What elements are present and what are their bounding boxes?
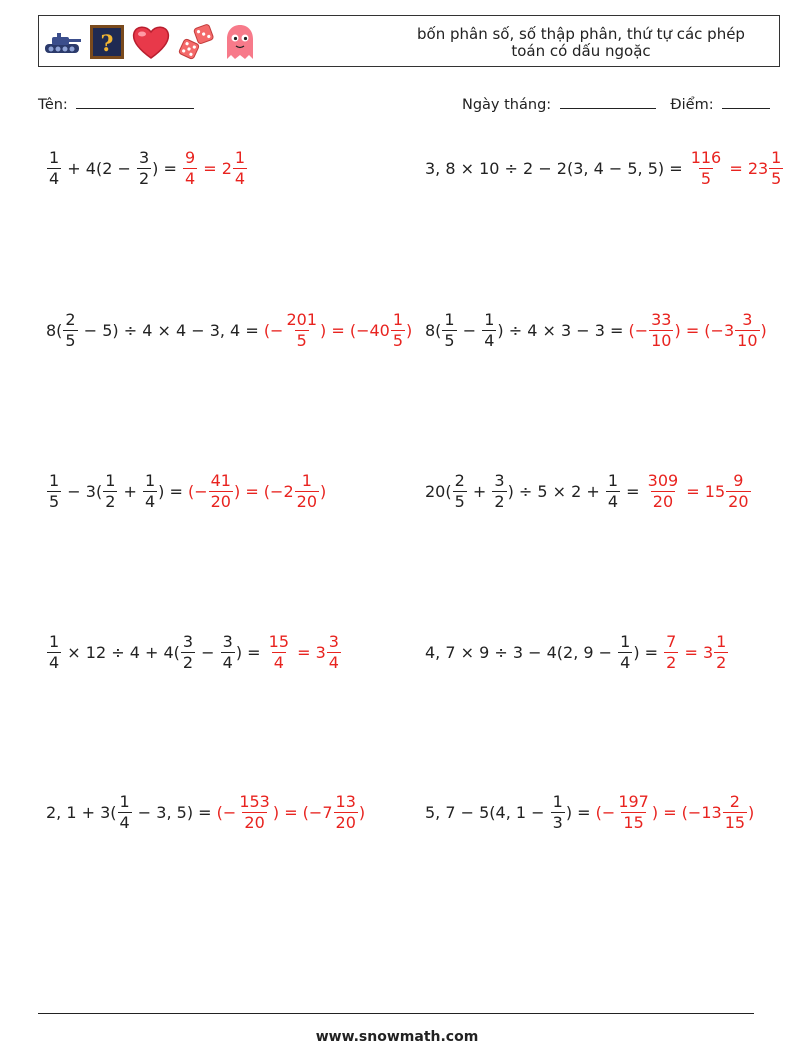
denominator: 5 bbox=[65, 330, 76, 350]
answer-fraction bbox=[723, 791, 747, 832]
expression-text: 8( bbox=[46, 320, 63, 340]
answer-fraction bbox=[646, 470, 681, 511]
denominator: 4 bbox=[144, 491, 156, 511]
numerator: 1 bbox=[620, 631, 631, 651]
denominator: 4 bbox=[234, 168, 246, 188]
denominator: 2 bbox=[105, 491, 116, 511]
problem-5 bbox=[46, 468, 326, 514]
fraction bbox=[442, 309, 456, 350]
answer-text: ) = (−7 bbox=[272, 802, 333, 822]
question-box-icon bbox=[89, 24, 125, 60]
expression-text: 20( bbox=[425, 481, 452, 501]
answer-text: ) bbox=[760, 320, 767, 340]
denominator: 4 bbox=[484, 330, 495, 350]
fraction bbox=[137, 147, 151, 188]
score-label: Điểm: bbox=[670, 97, 714, 113]
denominator: 10 bbox=[651, 330, 672, 350]
date-field bbox=[462, 94, 770, 113]
denominator: 4 bbox=[273, 652, 284, 672]
fraction bbox=[47, 470, 61, 511]
numerator: 1 bbox=[716, 631, 727, 651]
expression-text: × 12 ÷ 4 + 4( bbox=[62, 642, 180, 662]
numerator: 1 bbox=[144, 470, 156, 490]
denominator: 3 bbox=[552, 812, 563, 832]
answer-fraction bbox=[391, 309, 405, 350]
denominator: 5 bbox=[444, 330, 455, 350]
expression-text: = bbox=[621, 481, 645, 501]
numerator: 33 bbox=[651, 309, 672, 329]
problem-3 bbox=[46, 307, 412, 353]
expression-text: − 3( bbox=[62, 481, 103, 501]
answer-text: ) = (−40 bbox=[320, 320, 390, 340]
answer-fraction bbox=[714, 631, 728, 672]
answer-fraction bbox=[209, 470, 233, 511]
denominator: 20 bbox=[728, 491, 749, 511]
answer-text: = 3 bbox=[679, 642, 714, 662]
name-blank[interactable] bbox=[76, 94, 194, 109]
problem-4 bbox=[425, 307, 767, 353]
denominator: 20 bbox=[244, 812, 265, 832]
answer-fraction bbox=[616, 791, 651, 832]
denominator: 5 bbox=[49, 491, 60, 511]
denominator: 15 bbox=[724, 812, 746, 832]
dice-icon bbox=[177, 23, 217, 61]
answer-text: ) = (−13 bbox=[651, 802, 722, 822]
denominator: 20 bbox=[296, 491, 317, 511]
expression-text: 3, 8 × 10 ÷ 2 − 2(3, 4 − 5, 5) = bbox=[425, 158, 688, 178]
expression-text: 8( bbox=[425, 320, 442, 340]
answer-text: (− bbox=[187, 481, 208, 501]
numerator: 3 bbox=[742, 309, 753, 329]
fraction bbox=[453, 470, 467, 511]
numerator: 197 bbox=[618, 791, 649, 811]
answer-fraction bbox=[267, 631, 291, 672]
problem-7 bbox=[46, 629, 342, 675]
name-label: Tên: bbox=[38, 97, 68, 113]
fraction bbox=[143, 470, 157, 511]
fraction bbox=[492, 470, 506, 511]
numerator: 309 bbox=[647, 470, 679, 490]
fraction bbox=[482, 309, 496, 350]
fraction bbox=[103, 470, 117, 511]
numerator: 1 bbox=[49, 470, 60, 490]
header-icons bbox=[43, 22, 257, 62]
denominator: 4 bbox=[222, 652, 233, 672]
date-label: Ngày tháng: bbox=[462, 97, 552, 113]
answer-fraction bbox=[295, 470, 319, 511]
answer-text: ) bbox=[748, 802, 755, 822]
denominator: 4 bbox=[49, 168, 60, 188]
answer-text: (− bbox=[216, 802, 237, 822]
expression-text: 4, 7 × 9 ÷ 3 − 4(2, 9 − bbox=[425, 642, 618, 662]
answer-fraction bbox=[735, 309, 759, 350]
footer-divider bbox=[38, 1013, 754, 1014]
answer-text: (− bbox=[595, 802, 616, 822]
answer-fraction bbox=[664, 631, 678, 672]
expression-text: 5, 7 − 5(4, 1 − bbox=[425, 802, 550, 822]
expression-text: ) = bbox=[565, 802, 596, 822]
numerator: 116 bbox=[690, 147, 722, 167]
tank-icon bbox=[43, 28, 83, 56]
answer-fraction bbox=[233, 147, 247, 188]
denominator: 5 bbox=[296, 330, 307, 350]
answer-fraction bbox=[237, 791, 272, 832]
answer-text: ) bbox=[406, 320, 413, 340]
denominator: 5 bbox=[700, 168, 712, 188]
expression-text: + 4(2 − bbox=[62, 158, 136, 178]
expression-text: ) = bbox=[158, 481, 188, 501]
fraction bbox=[618, 631, 632, 672]
answer-text: = 23 bbox=[724, 158, 769, 178]
score-blank[interactable] bbox=[722, 94, 770, 109]
numerator: 1 bbox=[234, 147, 246, 167]
numerator: 1 bbox=[49, 147, 60, 167]
answer-fraction bbox=[284, 309, 319, 350]
answer-text: = 15 bbox=[681, 481, 726, 501]
answer-text: ) = (−2 bbox=[233, 481, 294, 501]
answer-fraction bbox=[689, 147, 724, 188]
denominator: 20 bbox=[210, 491, 231, 511]
worksheet-title: bốn phân số, số thập phân, thứ tự các phép toán có dấu ngoặc bbox=[417, 25, 745, 60]
numerator: 201 bbox=[286, 309, 318, 329]
denominator: 2 bbox=[494, 491, 505, 511]
answer-text: = 3 bbox=[292, 642, 326, 662]
numerator: 1 bbox=[552, 791, 563, 811]
expression-text: ) ÷ 4 × 3 − 3 = bbox=[497, 320, 629, 340]
fraction bbox=[551, 791, 565, 832]
fraction bbox=[606, 470, 620, 511]
numerator: 1 bbox=[119, 791, 130, 811]
problem-9 bbox=[46, 789, 365, 835]
expression-text: ) = bbox=[633, 642, 664, 662]
fraction bbox=[47, 631, 61, 672]
numerator: 1 bbox=[607, 470, 619, 490]
numerator: 9 bbox=[184, 147, 196, 167]
numerator: 7 bbox=[666, 631, 677, 651]
denominator: 2 bbox=[138, 168, 150, 188]
fraction bbox=[47, 147, 61, 188]
answer-text: (− bbox=[263, 320, 284, 340]
numerator: 1 bbox=[484, 309, 495, 329]
answer-fraction bbox=[649, 309, 673, 350]
numerator: 3 bbox=[182, 631, 194, 651]
expression-text: ) = bbox=[152, 158, 182, 178]
denominator: 4 bbox=[328, 652, 339, 672]
expression-text: + bbox=[467, 481, 492, 501]
numerator: 1 bbox=[49, 631, 60, 651]
ghost-icon bbox=[223, 23, 257, 61]
date-blank[interactable] bbox=[560, 94, 656, 109]
numerator: 2 bbox=[729, 791, 740, 811]
heart-icon bbox=[131, 24, 171, 60]
numerator: 1 bbox=[105, 470, 116, 490]
answer-fraction bbox=[183, 147, 197, 188]
expression-text: − bbox=[457, 320, 482, 340]
worksheet-header bbox=[38, 15, 780, 67]
expression-text: − bbox=[196, 642, 220, 662]
expression-text: ) = bbox=[235, 642, 266, 662]
numerator: 2 bbox=[454, 470, 465, 490]
fraction bbox=[221, 631, 235, 672]
expression-text: − 5) ÷ 4 × 4 − 3, 4 = bbox=[78, 320, 264, 340]
fraction bbox=[63, 309, 77, 350]
problem-1 bbox=[46, 145, 248, 191]
numerator: 1 bbox=[771, 147, 782, 167]
denominator: 2 bbox=[666, 652, 677, 672]
denominator: 2 bbox=[716, 652, 727, 672]
denominator: 10 bbox=[737, 330, 758, 350]
expression-text: − 3, 5) = bbox=[132, 802, 217, 822]
numerator: 13 bbox=[335, 791, 356, 811]
numerator: 2 bbox=[65, 309, 76, 329]
numerator: 3 bbox=[138, 147, 150, 167]
numerator: 3 bbox=[328, 631, 339, 651]
numerator: 9 bbox=[733, 470, 744, 490]
denominator: 20 bbox=[335, 812, 356, 832]
answer-text: = 2 bbox=[198, 158, 232, 178]
denominator: 5 bbox=[454, 491, 465, 511]
numerator: 15 bbox=[268, 631, 290, 651]
svg-text:?: ? bbox=[100, 31, 114, 57]
denominator: 4 bbox=[184, 168, 196, 188]
answer-text: ) bbox=[358, 802, 366, 822]
footer-url: www.snowmath.com bbox=[315, 1029, 479, 1045]
answer-text: (− bbox=[628, 320, 649, 340]
denominator: 2 bbox=[182, 652, 194, 672]
denominator: 4 bbox=[607, 491, 619, 511]
answer-fraction bbox=[327, 631, 341, 672]
denominator: 5 bbox=[771, 168, 782, 188]
denominator: 20 bbox=[652, 491, 674, 511]
answer-text: ) = (−3 bbox=[674, 320, 735, 340]
answer-text: ) bbox=[320, 481, 327, 501]
fraction bbox=[181, 631, 195, 672]
numerator: 1 bbox=[392, 309, 404, 329]
answer-fraction bbox=[769, 147, 783, 188]
numerator: 1 bbox=[301, 470, 312, 490]
numerator: 3 bbox=[494, 470, 505, 490]
numerator: 41 bbox=[210, 470, 231, 490]
denominator: 4 bbox=[620, 652, 631, 672]
answer-fraction bbox=[726, 470, 750, 511]
problem-2 bbox=[425, 145, 784, 191]
problem-10 bbox=[425, 789, 754, 835]
numerator: 3 bbox=[222, 631, 233, 651]
fraction bbox=[118, 791, 132, 832]
denominator: 15 bbox=[623, 812, 644, 832]
denominator: 4 bbox=[49, 652, 60, 672]
numerator: 153 bbox=[239, 791, 270, 811]
name-field bbox=[38, 94, 194, 113]
expression-text: + bbox=[118, 481, 142, 501]
denominator: 4 bbox=[119, 812, 130, 832]
numerator: 1 bbox=[444, 309, 455, 329]
answer-fraction bbox=[334, 791, 358, 832]
expression-text: 2, 1 + 3( bbox=[46, 802, 117, 822]
problem-6 bbox=[425, 468, 752, 514]
expression-text: ) ÷ 5 × 2 + bbox=[507, 481, 605, 501]
denominator: 5 bbox=[392, 330, 404, 350]
problem-8 bbox=[425, 629, 729, 675]
